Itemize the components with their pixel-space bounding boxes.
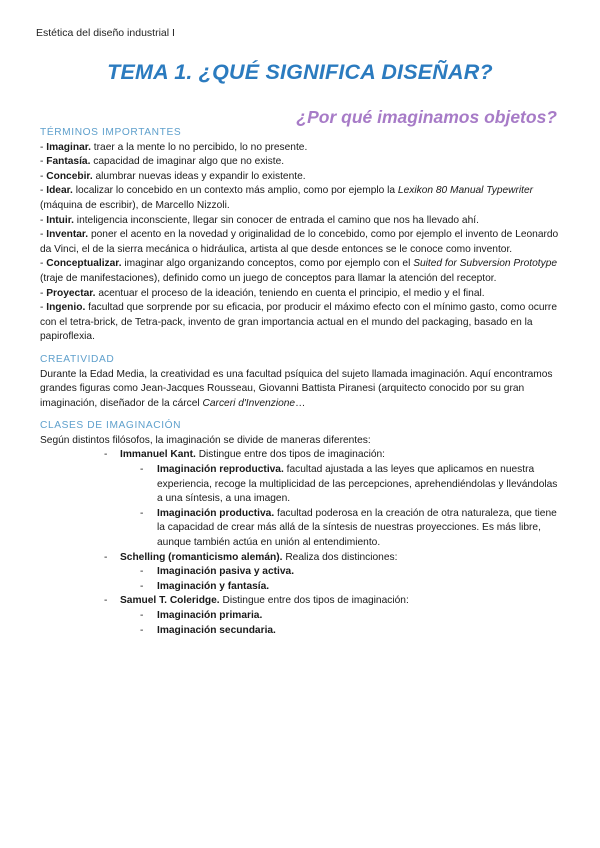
imagination-type-item [40,624,560,639]
imagination-type-item [40,580,560,595]
bullet-dash: - [140,464,144,476]
terms-heading: TÉRMINOS IMPORTANTES [40,127,182,138]
page-header: Estética del diseño industrial I [36,27,175,39]
imagination-type-name: Imaginación primaria. [157,610,263,621]
clases-list [40,448,560,638]
term-item: - Proyectar. acentuar el proceso de la ideación, teniendo en cuenta el principio, el medio y el final. [40,287,485,299]
term-name: Concebir. [46,170,93,182]
page-title: TEMA 1. ¿QUÉ SIGNIFICA DISEÑAR? [107,60,493,84]
term-definition: alumbrar nuevas ideas y expandir lo existente. [92,170,306,182]
term-definition: inteligencia inconsciente, llegar sin conocer de entrada el camino que nos ha llevado ahí. [73,214,479,226]
page-subtitle: ¿Por qué imaginamos objetos? [296,107,557,127]
term-name: Conceptualizar. [46,258,122,270]
term-name: Ingenio. [46,302,86,314]
term-name: Idear. [46,185,73,197]
creatividad-heading: CREATIVIDAD [40,353,115,365]
term-definition: acentuar el proceso de la ideación, teniendo en cuenta el principio, el medio y el final. [95,287,485,299]
imagination-type-item [40,463,560,507]
imagination-type-name: Imaginación y fantasía. [157,580,270,592]
bullet-dash: - [140,610,144,621]
bullet-dash: - [140,566,144,578]
bullet-dash: - [140,624,144,636]
term-item: - Fantasía. capacidad de imaginar algo que no existe. [40,156,285,168]
bullet-dash: - [104,551,108,563]
document-body [40,126,560,638]
term-definition-end: (máquina de escribir), de Marcello Nizzoli. [40,199,230,211]
author-description: Realiza dos distinciones: [282,551,398,563]
term-item: - Inventar. poner el acento en la novedad y originalidad de lo concebido, como por ejemplo el invento de Leonardo da Vinci, el de la sierra mecánica o hidráulica, artista al que desde entonces se le conoce como inventor. [40,229,559,255]
imagination-type-item [40,609,560,624]
term-definition: capacidad de imaginar algo que no existe. [90,156,285,168]
term-item: - Imaginar. traer a la mente lo no percibido, lo no presente. [40,141,308,153]
term-definition-end: (traje de manifestaciones), definido como un juego de conceptos para llamar la atención del receptor. [40,272,497,284]
term-name: Inventar. [46,229,89,241]
author-item [40,551,560,566]
imagination-type-name: Imaginación pasiva y activa. [157,566,295,578]
imagination-type-name: Imaginación productiva. [157,507,275,519]
author-item [40,594,560,609]
term-definition: traer a la mente lo no percibido, lo no presente. [90,141,308,153]
term-item: - Intuir. inteligencia inconsciente, llegar sin conocer de entrada el camino que nos ha llevado ahí. [40,214,479,226]
creatividad-paragraph [40,368,560,412]
imagination-type-description: facultad ajustada a las leyes que aplicamos en nuestra experiencia, recoge la multiplicidad de las percepciones, aprehendiéndolas y llevándolas a una síntesis, a una imagen. [157,464,558,505]
term-definition: localizar lo concebido en un contexto más amplio, como por ejemplo la [72,185,398,197]
author-description: Distingue entre dos tipos de imaginación: [195,449,386,461]
term-name: Fantasía. [46,156,91,168]
imagination-type-name: Imaginación secundaria. [157,624,276,636]
bullet-dash: - [104,595,108,607]
term-item: - Idear. localizar lo concebido en un contexto más amplio, como por ejemplo la Lexikon 80 Manual Typewriter (máquina de escribir), de Marcello Nizzoli. [40,185,534,211]
imagination-type-item [40,565,560,580]
term-example: Suited for Subversion Prototype [413,258,558,270]
term-example: Lexikon 80 Manual Typewriter [397,185,534,197]
imagination-type-description: facultad poderosa en la creación de otra naturaleza, que tiene la capacidad de crear más allá de la síntesis de nuestras proyecciones. Es más libre, aunque también actúa en unión al entendimiento. [157,507,557,549]
imagination-type-name: Imaginación reproductiva. [157,464,284,476]
clases-intro: Según distintos filósofos, la imaginación se divide de maneras diferentes: [40,434,371,446]
creatividad-text: Durante la Edad Media, la creatividad es una facultad psíquica del sujeto llamada imaginación. Aquí encontramos grandes figuras como Jean-Jacques Rousseau, Giovanni Battista Piranesi (arquitecto conocido por su gran imaginación, diseñador de la cárcel [40,368,553,409]
author-name: Immanuel Kant. [120,449,196,461]
author-name: Schelling (romanticismo alemán). [120,551,283,563]
imagination-type-item [40,507,560,551]
term-definition: poner el acento en la novedad y originalidad de lo concebido, como por ejemplo el invento de Leonardo da Vinci, el de la sierra mecánica o hidráulica, artista al que desde entonces se le conoce como inventor. [40,229,559,255]
creatividad-text-end: … [295,397,306,409]
term-name: Intuir. [46,214,74,226]
author-item [40,448,560,463]
term-definition: imaginar algo organizando conceptos, como por ejemplo con el [121,258,414,270]
author-description: Distingue entre dos tipos de imaginación: [219,595,409,607]
author-name: Samuel T. Coleridge. [120,595,220,607]
bullet-dash: - [140,507,144,519]
term-item: - Ingenio. facultad que sorprende por su eficacia, por producir el máximo efecto con el mínimo gasto, como ocurre con el tetra-brick, de Tetra-pack, invento de gran importancia actual en el mundo del packaging, basado en la papiroflexia. [40,302,557,343]
bullet-dash: - [140,580,144,592]
terms-list [40,141,560,345]
clases-heading: CLASES DE IMAGINACIÓN [40,420,182,432]
term-definition: facultad que sorprende por su eficacia, por producir el máximo efecto con el mínimo gasto, como ocurre con el tetra-brick, de Tetra-pack, invento de gran importancia actual en el mundo del packaging, basado en la papiroflexia. [40,302,557,343]
term-item: - Concebir. alumbrar nuevas ideas y expandir lo existente. [40,170,306,182]
term-name: Imaginar. [46,141,91,153]
bullet-dash: - [104,449,108,461]
creatividad-emphasis: Carceri d'Invenzione [202,397,296,409]
term-item: - Conceptualizar. imaginar algo organizando conceptos, como por ejemplo con el Suited for Subversion Prototype (traje de manifestaciones), definido como un juego de conceptos para llamar la atención del receptor. [40,258,558,284]
term-name: Proyectar. [46,287,96,299]
